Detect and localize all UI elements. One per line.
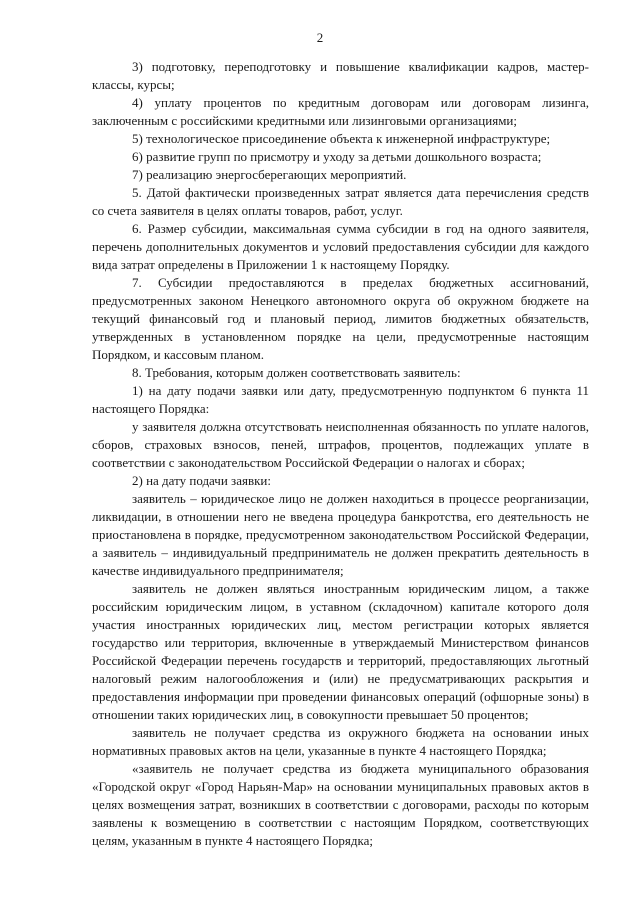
paragraph: 5) технологическое присоединение объекта к инженерной инфраструктуре; [132,131,551,146]
paragraph: 3) подготовку, переподготовку и повышение квалификации кадров, мастер-классы, курсы; [92,59,589,92]
paragraph: 7. Субсидии предоставляются в пределах бюджетных ассигнований, предусмотренных законом Ненецкого автономного округа об окружном бюджете на текущий финансовый год и плановый период, лимитов бюджетных обязательств, утвержденных в установленном порядке на цели, предусмотренные настоящим Порядком, и кассовым планом. [92,275,589,362]
paragraph: у заявителя должна отсутствовать неисполненная обязанность по уплате налогов, сборов, страховых взносов, пеней, штрафов, процентов, подлежащих уплате в соответствии с законодательством Российской Федерации о налогах и сборах; [92,419,589,470]
paragraph: заявитель не получает средства из окружного бюджета на основании иных нормативных правовых актов на цели, указанные в пункте 4 настоящего Порядка; [92,725,589,758]
paragraph: 6) развитие групп по присмотру и уходу за детьми дошкольного возраста; [132,149,542,164]
paragraph: 8. Требования, которым должен соответствовать заявитель: [132,365,461,380]
page-number: 2 [316,30,324,45]
paragraph: 6. Размер субсидии, максимальная сумма субсидии в год на одного заявителя, перечень дополнительных документов и условий предоставления субсидии для каждого вида затрат определены в Приложении 1 к настоящему Порядку. [92,221,589,272]
paragraph: заявитель не должен являться иностранным юридическим лицом, а также российским юридическим лицом, в уставном (складочном) капитале которого доля участия иностранных юридических лиц, местом регистрации которых является государство или территория, включенные в утверждаемый Министерством финансов Российской Федерации перечень государств и территорий, предоставляющих льготный налоговый режим налогообложения и (или) не предусматривающих раскрытия и предоставления информации при проведении финансовых операций (офшорные зоны) в отношении таких юридических лиц, в совокупности превышает 50 процентов; [92,581,589,722]
paragraph: 7) реализацию энергосберегающих мероприятий. [132,167,407,182]
paragraph: 1) на дату подачи заявки или дату, предусмотренную подпунктом 6 пункта 11 настоящего Порядка: [92,383,589,416]
paragraph: 4) уплату процентов по кредитным договорам или договорам лизинга, заключенным с российскими кредитными или лизинговыми организациями; [92,95,589,128]
document-body [92,58,589,850]
paragraph: «заявитель не получает средства из бюджета муниципального образования «Городской округ «Город Нарьян-Мар» на основании муниципальных правовых актов в целях возмещения затрат, возникших в соответствии с договорами, расходы по которым заявлены к возмещению в соответствии с настоящим Порядком, соответствующих целям, указанным в пункте 4 настоящего Порядка; [92,761,589,848]
paragraph: 5. Датой фактически произведенных затрат является дата перечисления средств со счета заявителя в целях оплаты товаров, работ, услуг. [92,185,589,218]
paragraph: заявитель – юридическое лицо не должен находиться в процессе реорганизации, ликвидации, в отношении него не введена процедура банкротства, его деятельность не приостановлена в порядке, предусмотренном законодательством Российской Федерации, а заявитель – индивидуальный предприниматель не должен прекратить деятельность в качестве индивидуального предпринимателя; [92,491,589,578]
paragraph: 2) на дату подачи заявки: [132,473,271,488]
